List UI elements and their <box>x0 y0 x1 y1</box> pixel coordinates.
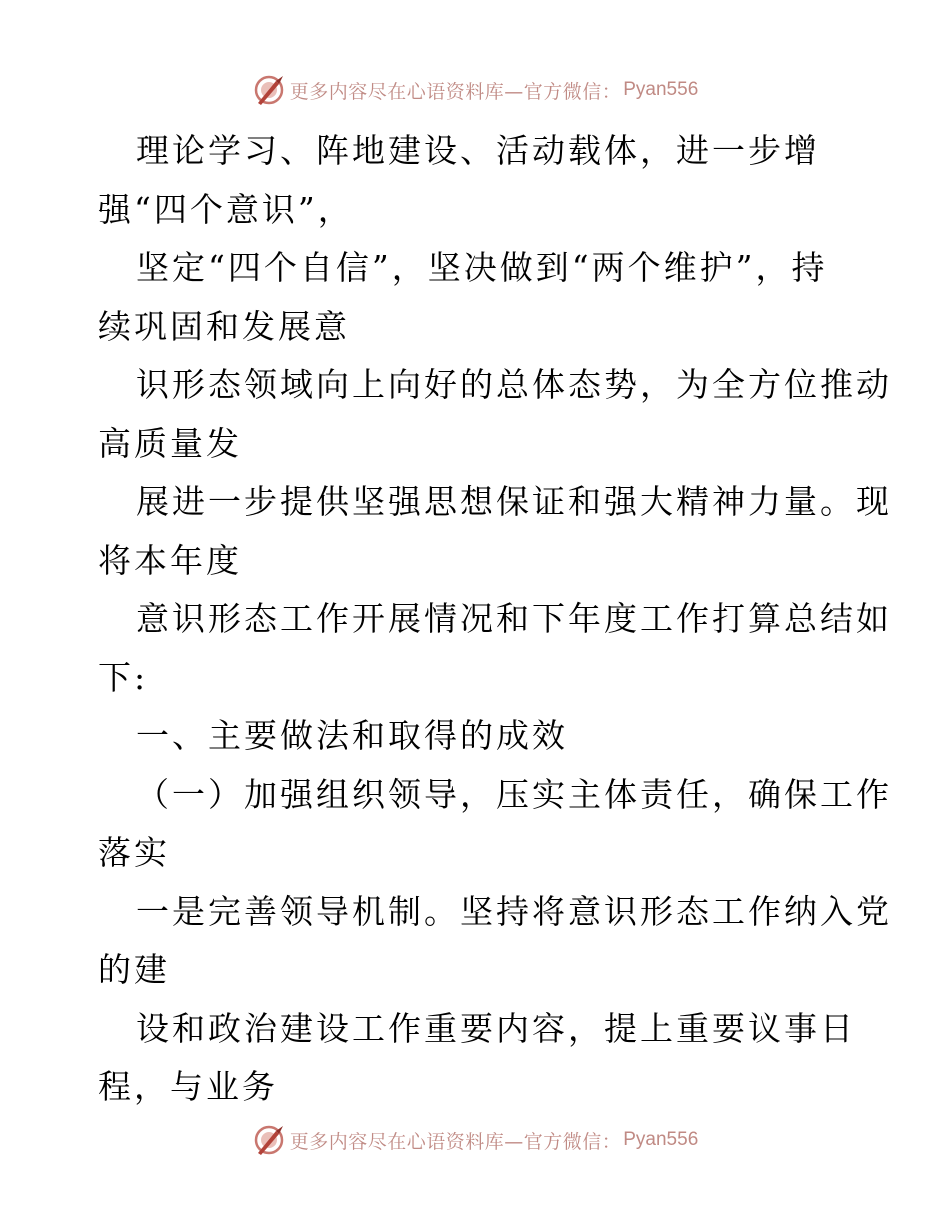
text-line: 意识形态工作开展情况和下年度工作打算总结如 <box>136 599 892 638</box>
watermark-account: Pyan556 <box>623 1129 699 1150</box>
text-line: 设和政治建设工作重要内容，提上重要议事日 <box>136 1008 856 1048</box>
watermark-text: 更多内容尽在心语资料库—官方微信： <box>289 1130 622 1153</box>
text-line: 坚定“四个自信”，坚决做到“两个维护”，持 <box>136 248 828 287</box>
document-body <box>98 122 892 1117</box>
header-watermark <box>0 72 950 108</box>
text-line: 一是完善领导机制。坚持将意识形态工作纳入党 <box>136 891 892 931</box>
text-line: 下: <box>98 657 149 697</box>
subsection-heading: （一）加强组织领导，压实主体责任，确保工作 <box>136 774 892 814</box>
text-line: 将本年度 <box>98 540 242 580</box>
text-line: 展进一步提供坚强思想保证和强大精神力量。现 <box>136 482 892 521</box>
text-line: 的建 <box>98 950 170 989</box>
footer-watermark <box>0 1122 950 1158</box>
text-line: 续巩固和发展意 <box>98 306 350 346</box>
text-line: 识形态领域向上向好的总体态势，为全方位推动 <box>136 365 892 404</box>
text-line: 理论学习、阵地建设、活动载体，进一步增 <box>136 131 820 170</box>
quill-seal-icon <box>252 1123 286 1157</box>
watermark-account: Pyan556 <box>623 79 699 100</box>
text-line: 强“四个意识”， <box>98 189 354 229</box>
quill-seal-icon <box>252 73 286 107</box>
section-heading: 一、主要做法和取得的成效 <box>136 716 568 755</box>
text-line: 落实 <box>98 833 170 872</box>
watermark-text: 更多内容尽在心语资料库—官方微信： <box>289 80 622 103</box>
text-line: 程，与业务 <box>98 1067 278 1106</box>
text-line: 高质量发 <box>98 423 242 463</box>
